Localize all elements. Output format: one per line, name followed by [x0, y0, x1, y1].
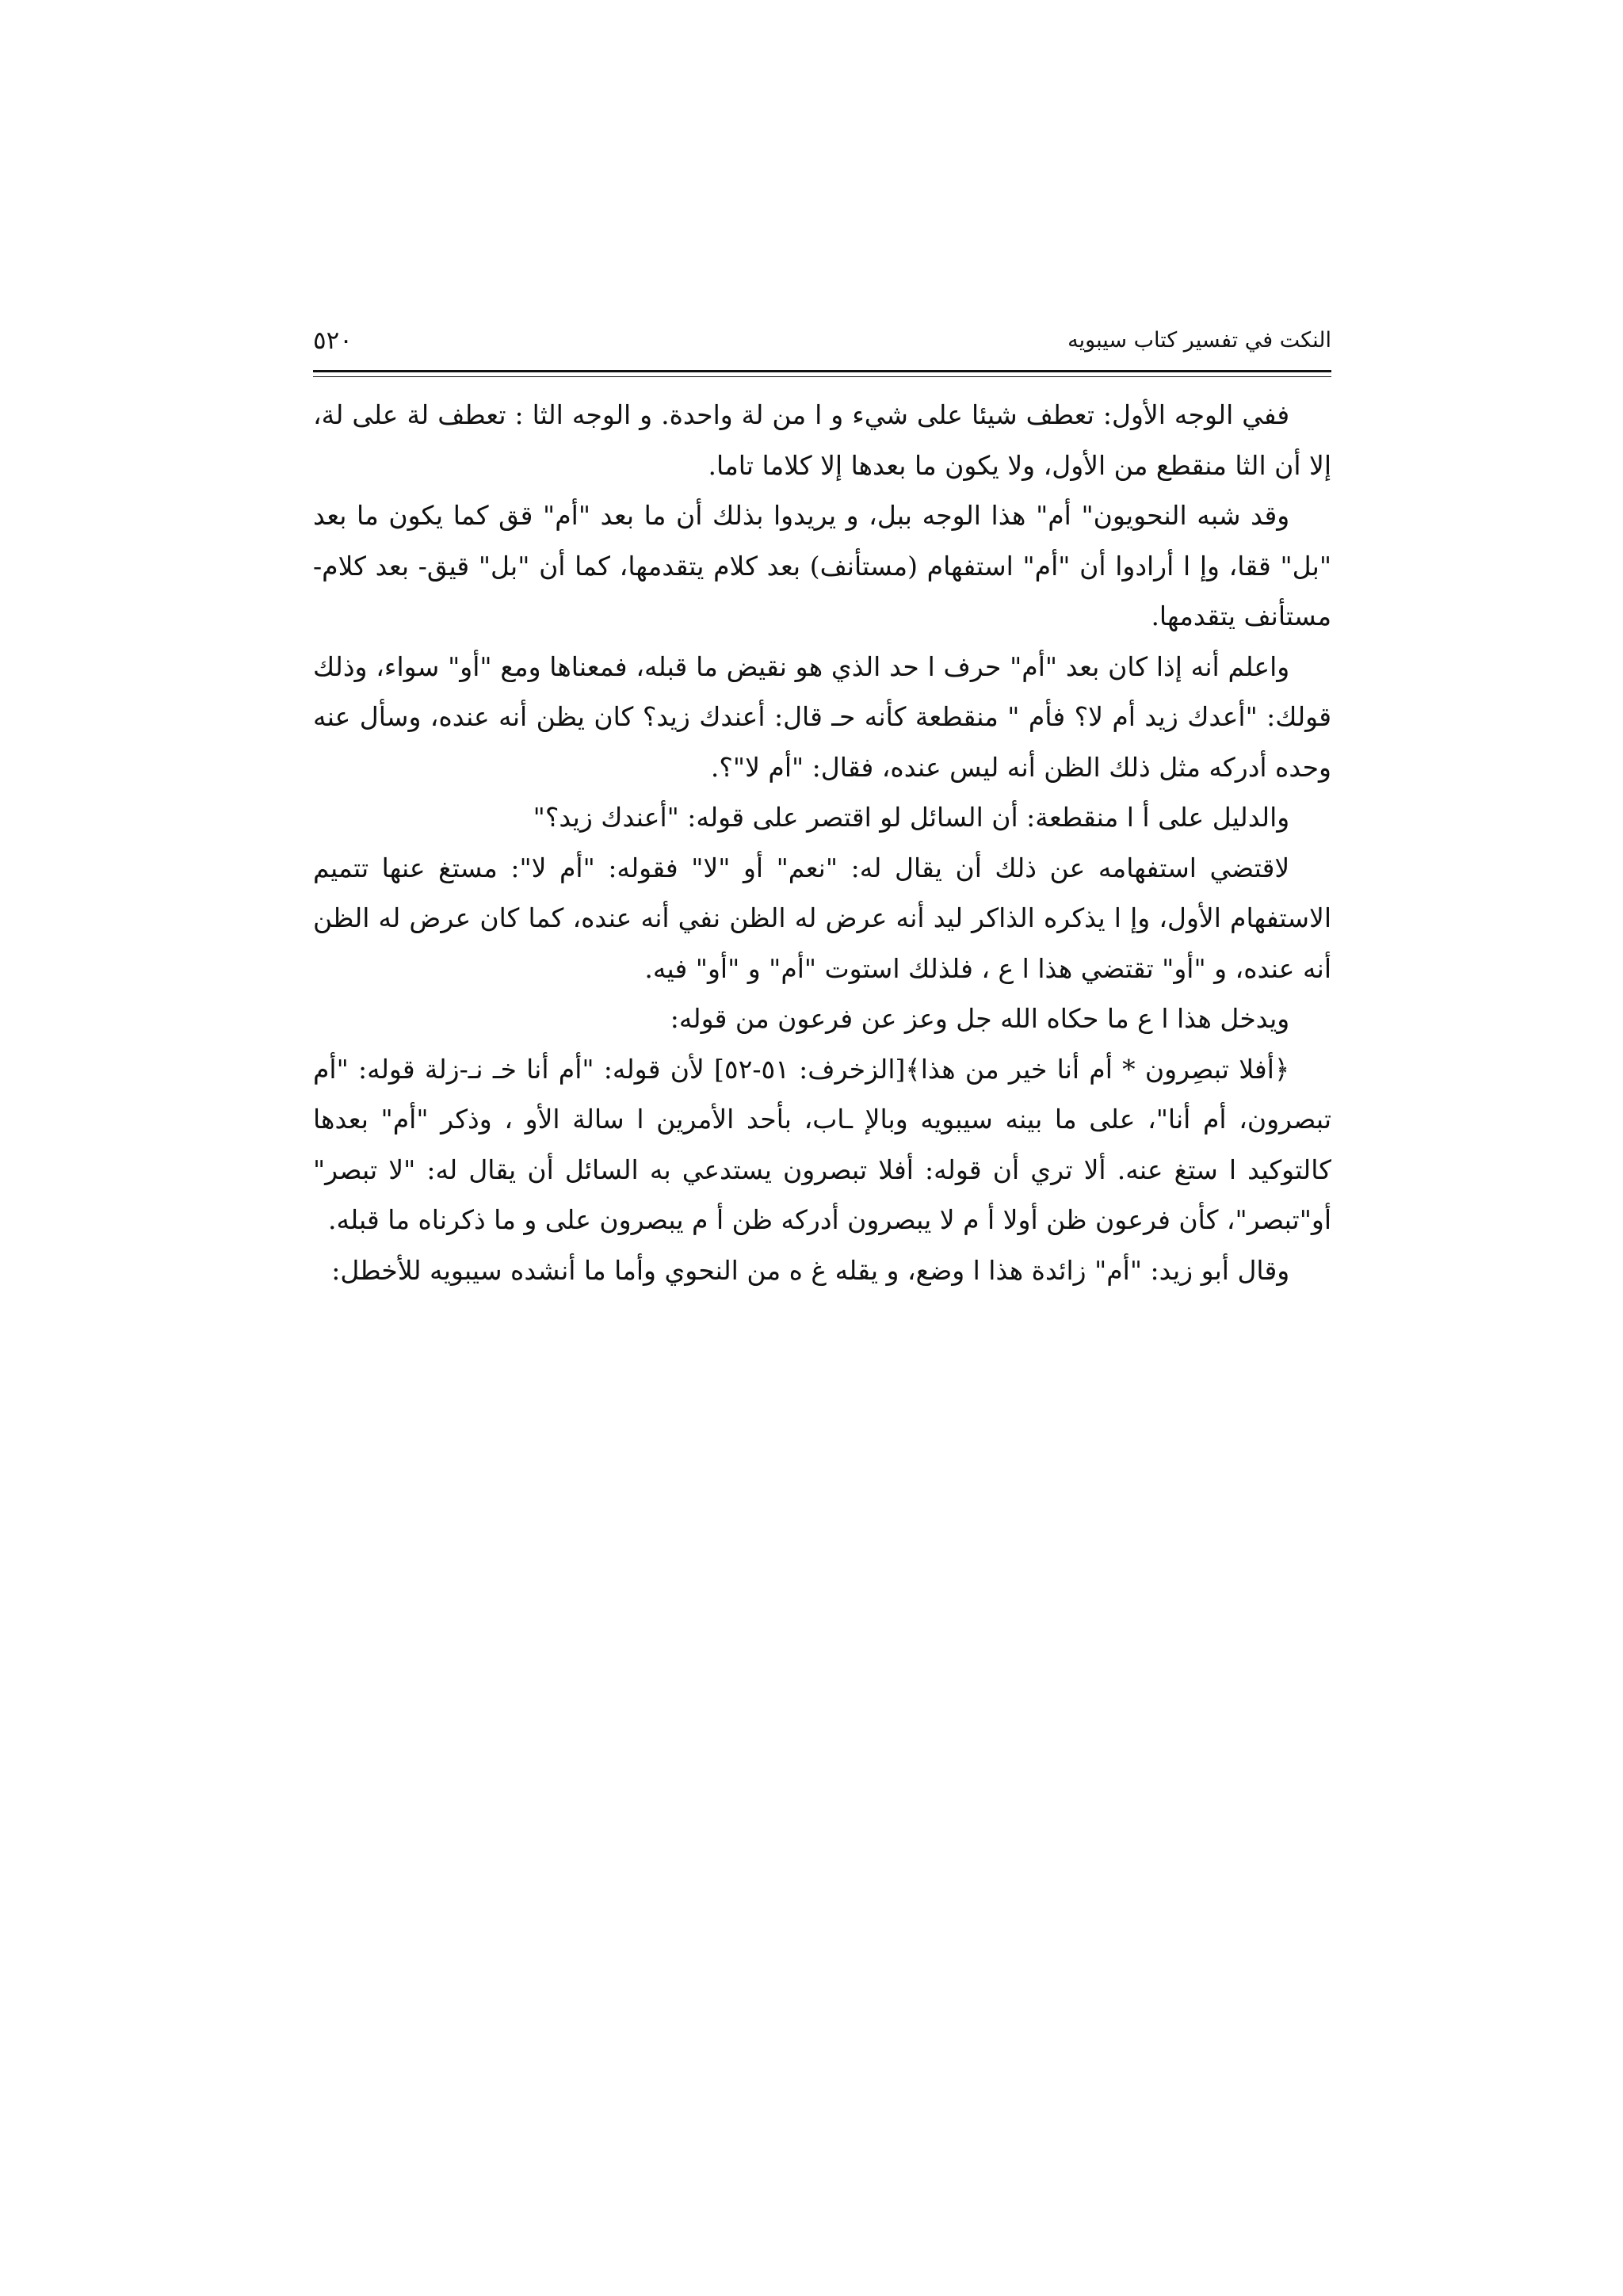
paragraph-1: ففي الوجه الأول: تعطف شيئا على شيء و ا من لة واحدة. و الوجه الثا : تعطف لة على لة، إلا أن الثا منقطع من الأول، ولا يكون ما بعدها إلا كلاما تاما. [313, 399, 1331, 481]
body-text [313, 390, 1331, 1295]
paragraph-5: لاقتضي استفهامه عن ذلك أن يقال له: "نعم" أو "لا" فقوله: "أم لا": مستغ عنها تتميم الاستفهام الأول، وإ ا يذكره الذاكر ليد أنه عرض له الظن نفي أنه عنده، كما كان عرض له الظن أنه عنده، و "أو" تقتضي هذا ا ع ، فلذلك استوت "أم" و "أو" فيه. [313, 852, 1331, 984]
page-number: ٥٢٠ [313, 326, 353, 355]
paragraph-7: ﴿أفلا تبصِرون * أم أنا خير من هذا﴾[الزخرف: ٥١-٥٢] لأن قوله: "أم أنا خـ نـ-زلة قوله: "أم تبصرون، أم أنا"، على ما بينه سيبويه وبالإ ـاب، بأحد الأمرين ا سالة الأو ، وذكر "أم" بعدها كالتوكيد ا ستغ عنه. ألا تري أن قوله: أفلا تبصرون يستدعي به السائل أن يقال له: "لا تبصر" أو"تبصر"، كأن فرعون ظن أولا أ م لا يبصرون أدركه ظن أ م يبصرون على و ما ذكرناه ما قبله. [313, 1053, 1331, 1235]
running-header [313, 325, 1331, 369]
paragraph-3: واعلم أنه إذا كان بعد "أم" حرف ا حد الذي هو نقيض ما قبله، فمعناها ومع "أو" سواء، وذلك قولك: "أعدك زيد أم لا؟ فأم " منقطعة كأنه حـ قال: أعندك زيد؟ كان يظن أنه عنده، وسأل عنه وحده أدركه مثل ذلك الظن أنه ليس عنده، فقال: "أم لا"؟. [313, 650, 1331, 783]
paragraph-8: وقال أبو زيد: "أم" زائدة هذا ا وضع، و يقله غ ه من النحوي وأما ما أنشده سيبويه للأخطل: [331, 1254, 1290, 1286]
header-rule-thin [313, 376, 1331, 377]
header-rule-thick [313, 370, 1331, 372]
paragraph-6: ويدخل هذا ا ع ما حكاه الله جل وعز عن فرعون من قوله: [670, 1003, 1290, 1034]
paragraph-2: وقد شبه النحويون" أم" هذا الوجه ببل، و يريدوا بذلك أن ما بعد "أم" قق كما يكون ما بعد "بل" ققا، وإ ا أرادوا أن "أم" استفهام (مستأنف) بعد كلام يتقدمها، كما أن "بل" قيق- بعد كلام- مستأنف يتقدمها. [313, 500, 1331, 631]
header-book-title: النكت في تفسير كتاب سيبويه [1067, 328, 1331, 353]
paragraph-4: والدليل على أ ا منقطعة: أن السائل لو اقتصر على قوله: "أعندك زيد؟" [533, 802, 1290, 833]
